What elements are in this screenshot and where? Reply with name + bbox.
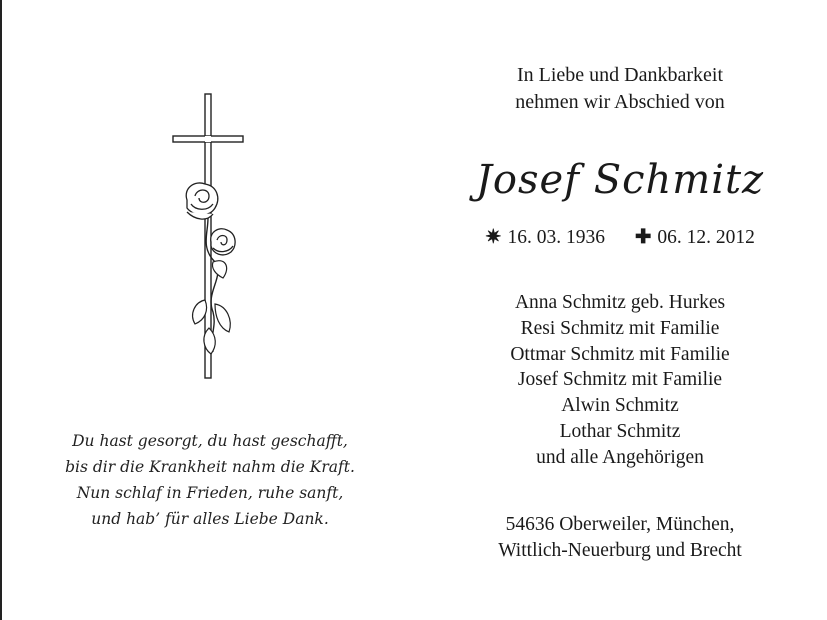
poem-line: und hab’ für alles Liebe Dank. xyxy=(91,510,329,528)
birth-date: 16. 03. 1936 xyxy=(507,227,605,248)
birth-date-group xyxy=(485,224,605,252)
mourner-line: Josef Schmitz mit Familie xyxy=(517,369,723,391)
intro-line: In Liebe und Dankbarkeit xyxy=(516,64,724,86)
mourner-line: Alwin Schmitz xyxy=(561,395,679,417)
death-cross-icon: ✚ xyxy=(635,227,652,248)
life-dates xyxy=(430,224,810,252)
poem-line: Nun schlaf in Frieden, ruhe sanft, xyxy=(76,484,344,502)
birth-star-icon: ✷ xyxy=(485,227,502,248)
mourner-line: Anna Schmitz geb. Hurkes xyxy=(514,292,726,313)
intro-line: nehmen wir Abschied von xyxy=(515,91,725,113)
mourner-line: und alle Angehörigen xyxy=(536,446,704,468)
intro-text xyxy=(430,62,810,116)
mourners-list xyxy=(430,290,810,471)
deceased-name: Josef Schmitz xyxy=(475,157,765,203)
death-date: 06. 12. 2012 xyxy=(657,227,755,248)
place-line: Wittlich-Neuerburg und Brecht xyxy=(498,540,742,561)
memorial-poem xyxy=(40,428,380,532)
card-left-edge xyxy=(0,0,2,620)
poem-line: Du hast gesorgt, du hast geschafft, xyxy=(72,432,348,450)
death-date-group xyxy=(635,224,755,252)
mourner-line: Lothar Schmitz xyxy=(559,420,681,442)
mourner-line: Resi Schmitz mit Familie xyxy=(520,317,720,339)
mourner-line: Ottmar Schmitz mit Familie xyxy=(510,343,730,365)
cross-with-roses-icon xyxy=(165,92,255,382)
place-line: 54636 Oberweiler, München, xyxy=(505,514,735,535)
poem-line: bis dir die Krankheit nahm die Kraft. xyxy=(65,458,355,476)
place-names xyxy=(430,512,810,564)
